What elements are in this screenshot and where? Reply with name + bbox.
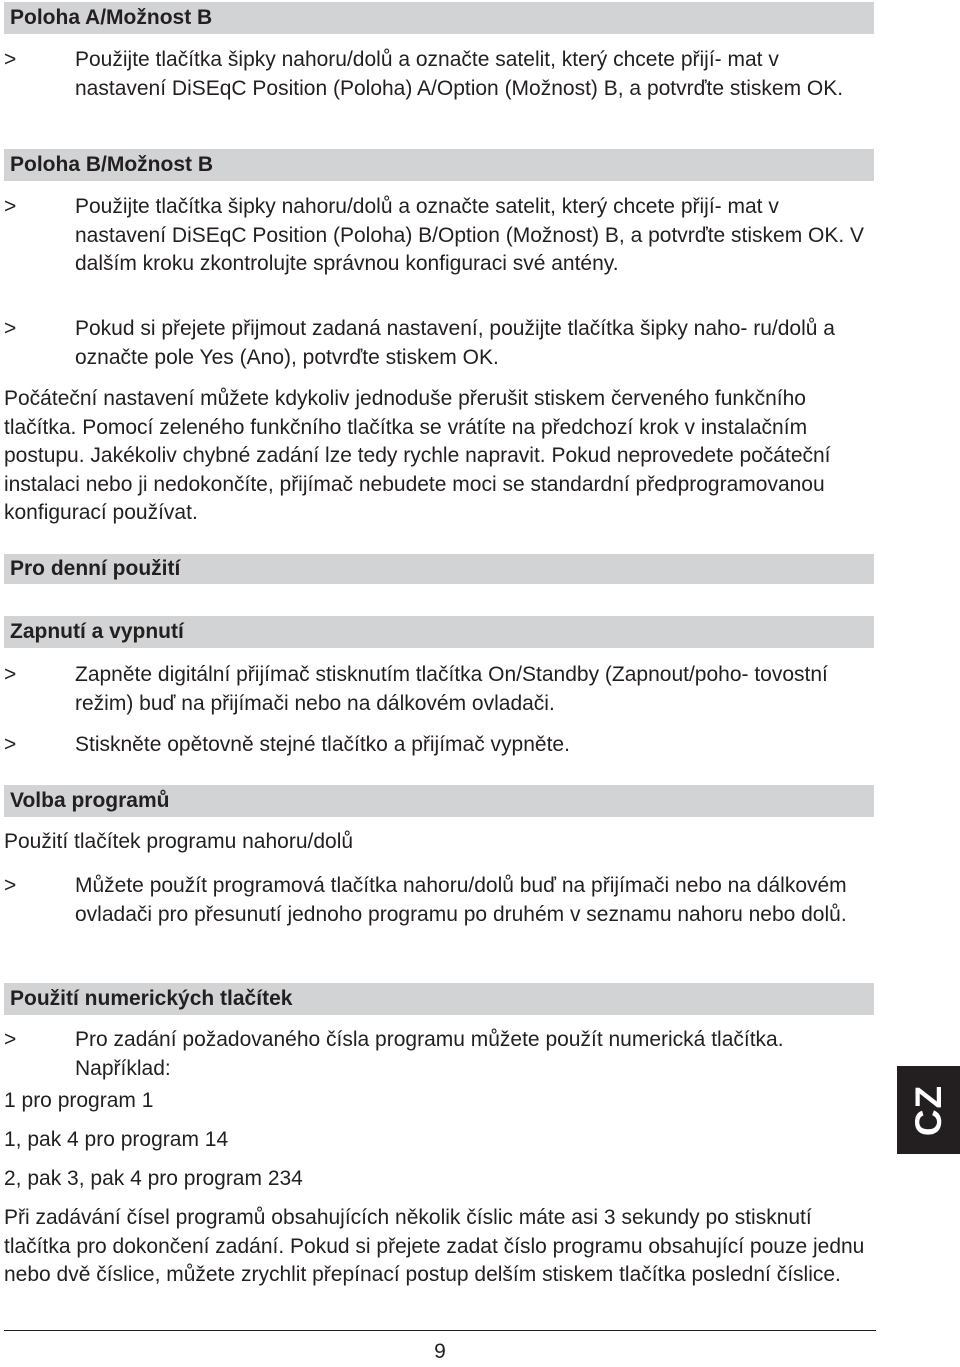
bullet-item — [4, 1026, 874, 1083]
bullet-item — [4, 315, 874, 372]
heading-program-selection: Volba programů — [4, 785, 874, 817]
bullet-item — [4, 872, 874, 929]
bullet-marker: > — [4, 195, 17, 218]
bullet-text: Stiskněte opětovně stejné tlačítko a přijímač vypněte. — [75, 733, 570, 756]
heading-poloha-b: Poloha B/Možnost B — [4, 149, 874, 181]
example-line: 2, pak 3, pak 4 pro program 234 — [4, 1167, 303, 1190]
paragraph-cancel-info: Počáteční nastavení můžete kdykoliv jednoduše přerušit stiskem červeného funkčního tlačítka. Pomocí zeleného funkčního tlačítka se vrátíte na předchozí krok v instalačním postupu. Jakékoliv chybné zadání lze tedy rychle napravit. Pokud neprovedete počáteční instalaci nebo ji nedokončíte, přijímač nebudete moci se standardní předprogramovanou konfigurací používat. — [4, 387, 831, 525]
example-line: 1 pro program 1 — [4, 1089, 154, 1112]
paragraph-multi-digit: Při zadávání čísel programů obsahujících několik číslic máte asi 3 sekundy po stisknutí tlačítka pro dokončení zadání. Pokud si přejete zadat číslo programu obsahující pouze jednu nebo dvě číslice, můžete zrychlit přepínací postup delším stiskem tlačítka poslední číslice. — [4, 1206, 865, 1287]
bullet-marker: > — [4, 733, 17, 756]
bullet-marker: > — [4, 48, 17, 71]
heading-numeric-buttons: Použití numerických tlačítek — [4, 983, 874, 1015]
bullet-text: Můžete použít programová tlačítka nahoru/dolů buď na přijímači nebo na dálkovém ovladači pro přesunutí jednoho programu po druhém v seznamu nahoru nebo dolů. — [75, 874, 847, 926]
heading-poloha-a: Poloha A/Možnost B — [4, 2, 874, 34]
bullet-marker: > — [4, 1028, 17, 1051]
page-number: 9 — [434, 1340, 446, 1363]
bullet-item — [4, 731, 874, 760]
bullet-text: Použijte tlačítka šipky nahoru/dolů a označte satelit, který chcete přijí- mat v nastavení DiSEqC Position (Poloha) A/Option (Možnost) B, a potvrďte stiskem OK. — [75, 48, 844, 100]
footer-divider — [4, 1330, 876, 1331]
bullet-text: Pokud si přejete přijmout zadaná nastavení, použijte tlačítka šipky naho- ru/dolů a označte pole Yes (Ano), potvrďte stiskem OK. — [75, 317, 835, 369]
bullet-text: Pro zadání požadovaného čísla programu můžete použít numerická tlačítka. Například: — [75, 1028, 784, 1080]
bullet-item — [4, 193, 874, 279]
bullet-text: Zapněte digitální přijímač stisknutím tlačítka On/Standby (Zapnout/poho- tovostní režim) buď na přijímači nebo na dálkovém ovladači. — [75, 663, 828, 715]
language-tab — [897, 1066, 960, 1154]
subline-program-buttons: Použití tlačítek programu nahoru/dolů — [4, 830, 354, 853]
bullet-text: Použijte tlačítka šipky nahoru/dolů a označte satelit, který chcete přijí- mat v nastavení DiSEqC Position (Poloha) B/Option (Možnost) B, a potvrďte stiskem OK. V dalším kroku zkontrolujte správnou konfiguraci své antény. — [75, 195, 865, 276]
bullet-marker: > — [4, 663, 17, 686]
heading-daily-use: Pro denní použití — [4, 554, 874, 584]
bullet-item — [4, 661, 874, 718]
bullet-marker: > — [4, 317, 17, 340]
example-line: 1, pak 4 pro program 14 — [4, 1128, 229, 1151]
language-tab-label: CZ — [907, 1084, 949, 1136]
bullet-item — [4, 46, 874, 103]
bullet-marker: > — [4, 874, 17, 897]
heading-power: Zapnutí a vypnutí — [4, 616, 874, 648]
